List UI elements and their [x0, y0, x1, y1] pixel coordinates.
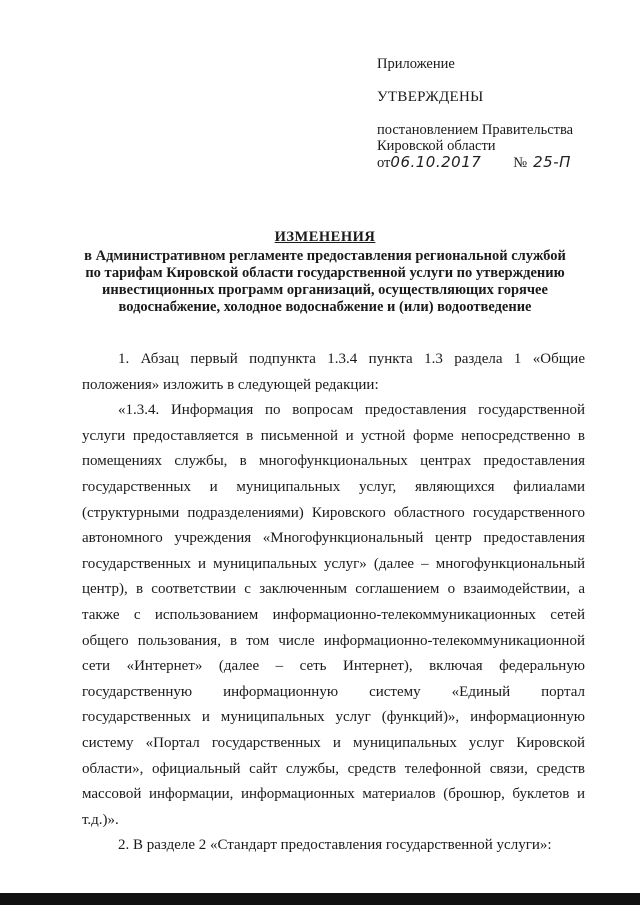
approved-label: УТВЕРЖДЕНЫ — [377, 89, 484, 105]
date-prefix: от — [377, 155, 391, 171]
paragraph-3: 2. В разделе 2 «Стандарт предоставления государственной услуги»: — [118, 837, 552, 854]
number-label: № — [513, 155, 528, 171]
document-heading — [70, 229, 580, 316]
heading-line: инвестиционных программ организаций, осуществляющих горячее — [102, 282, 548, 298]
decree-info — [377, 122, 607, 171]
heading-line: в Административном регламенте предоставления региональной службой — [84, 248, 566, 264]
approval-block — [377, 56, 607, 171]
paragraph-1: 1. Абзац первый подпункта 1.3.4 пункта 1.3 раздела 1 «Общие положения» изложить в следующей редакции: — [82, 351, 585, 393]
heading-line: водоснабжение, холодное водоснабжение и (или) водоотведение — [118, 299, 532, 315]
appendix-label: Приложение — [377, 56, 455, 72]
scan-edge-bar — [0, 893, 640, 905]
paragraph-2: «1.3.4. Информация по вопросам предоставления государственной услуги предоставляется в письменной и устной форме непосредственно в помещениях службы, в многофункциональных центрах предоставления государственных и муниципальных услуг, являющихся филиалами (структурными подразделениями) Кировского областного государственного автономного учреждения «Многофункциональный центр предоставления государственных и муниципальных услуг» (далее – многофункциональный центр), в соответствии с заключенным соглашением о взаимодействии, а также с использованием информационно-телекоммуникационных сетей общего пользования, в том числе информационно-телекоммуникационной сети «Интернет» (далее – сеть Интернет), включая федеральную государственную информационную систему «Единый портал государственных и муниципальных услуг (функций)», информационную систему «Портал государственных и муниципальных услуг Кировской области», официальный сайт службы, средств телефонной связи, средств массовой информации, информационных материалов (брошюр, буклетов и т.д.)». — [82, 402, 585, 828]
decree-line-2: Кировской области — [377, 138, 496, 154]
decree-date: 06.10.2017 — [390, 153, 482, 171]
decree-number: 25-П — [533, 153, 571, 171]
decree-date-line — [377, 154, 607, 171]
heading-title: ИЗМЕНЕНИЯ — [274, 229, 376, 245]
document-body — [82, 347, 585, 859]
decree-line-1: постановлением Правительства — [377, 122, 574, 138]
heading-line: по тарифам Кировской области государственной услуги по утверждению — [85, 265, 565, 281]
